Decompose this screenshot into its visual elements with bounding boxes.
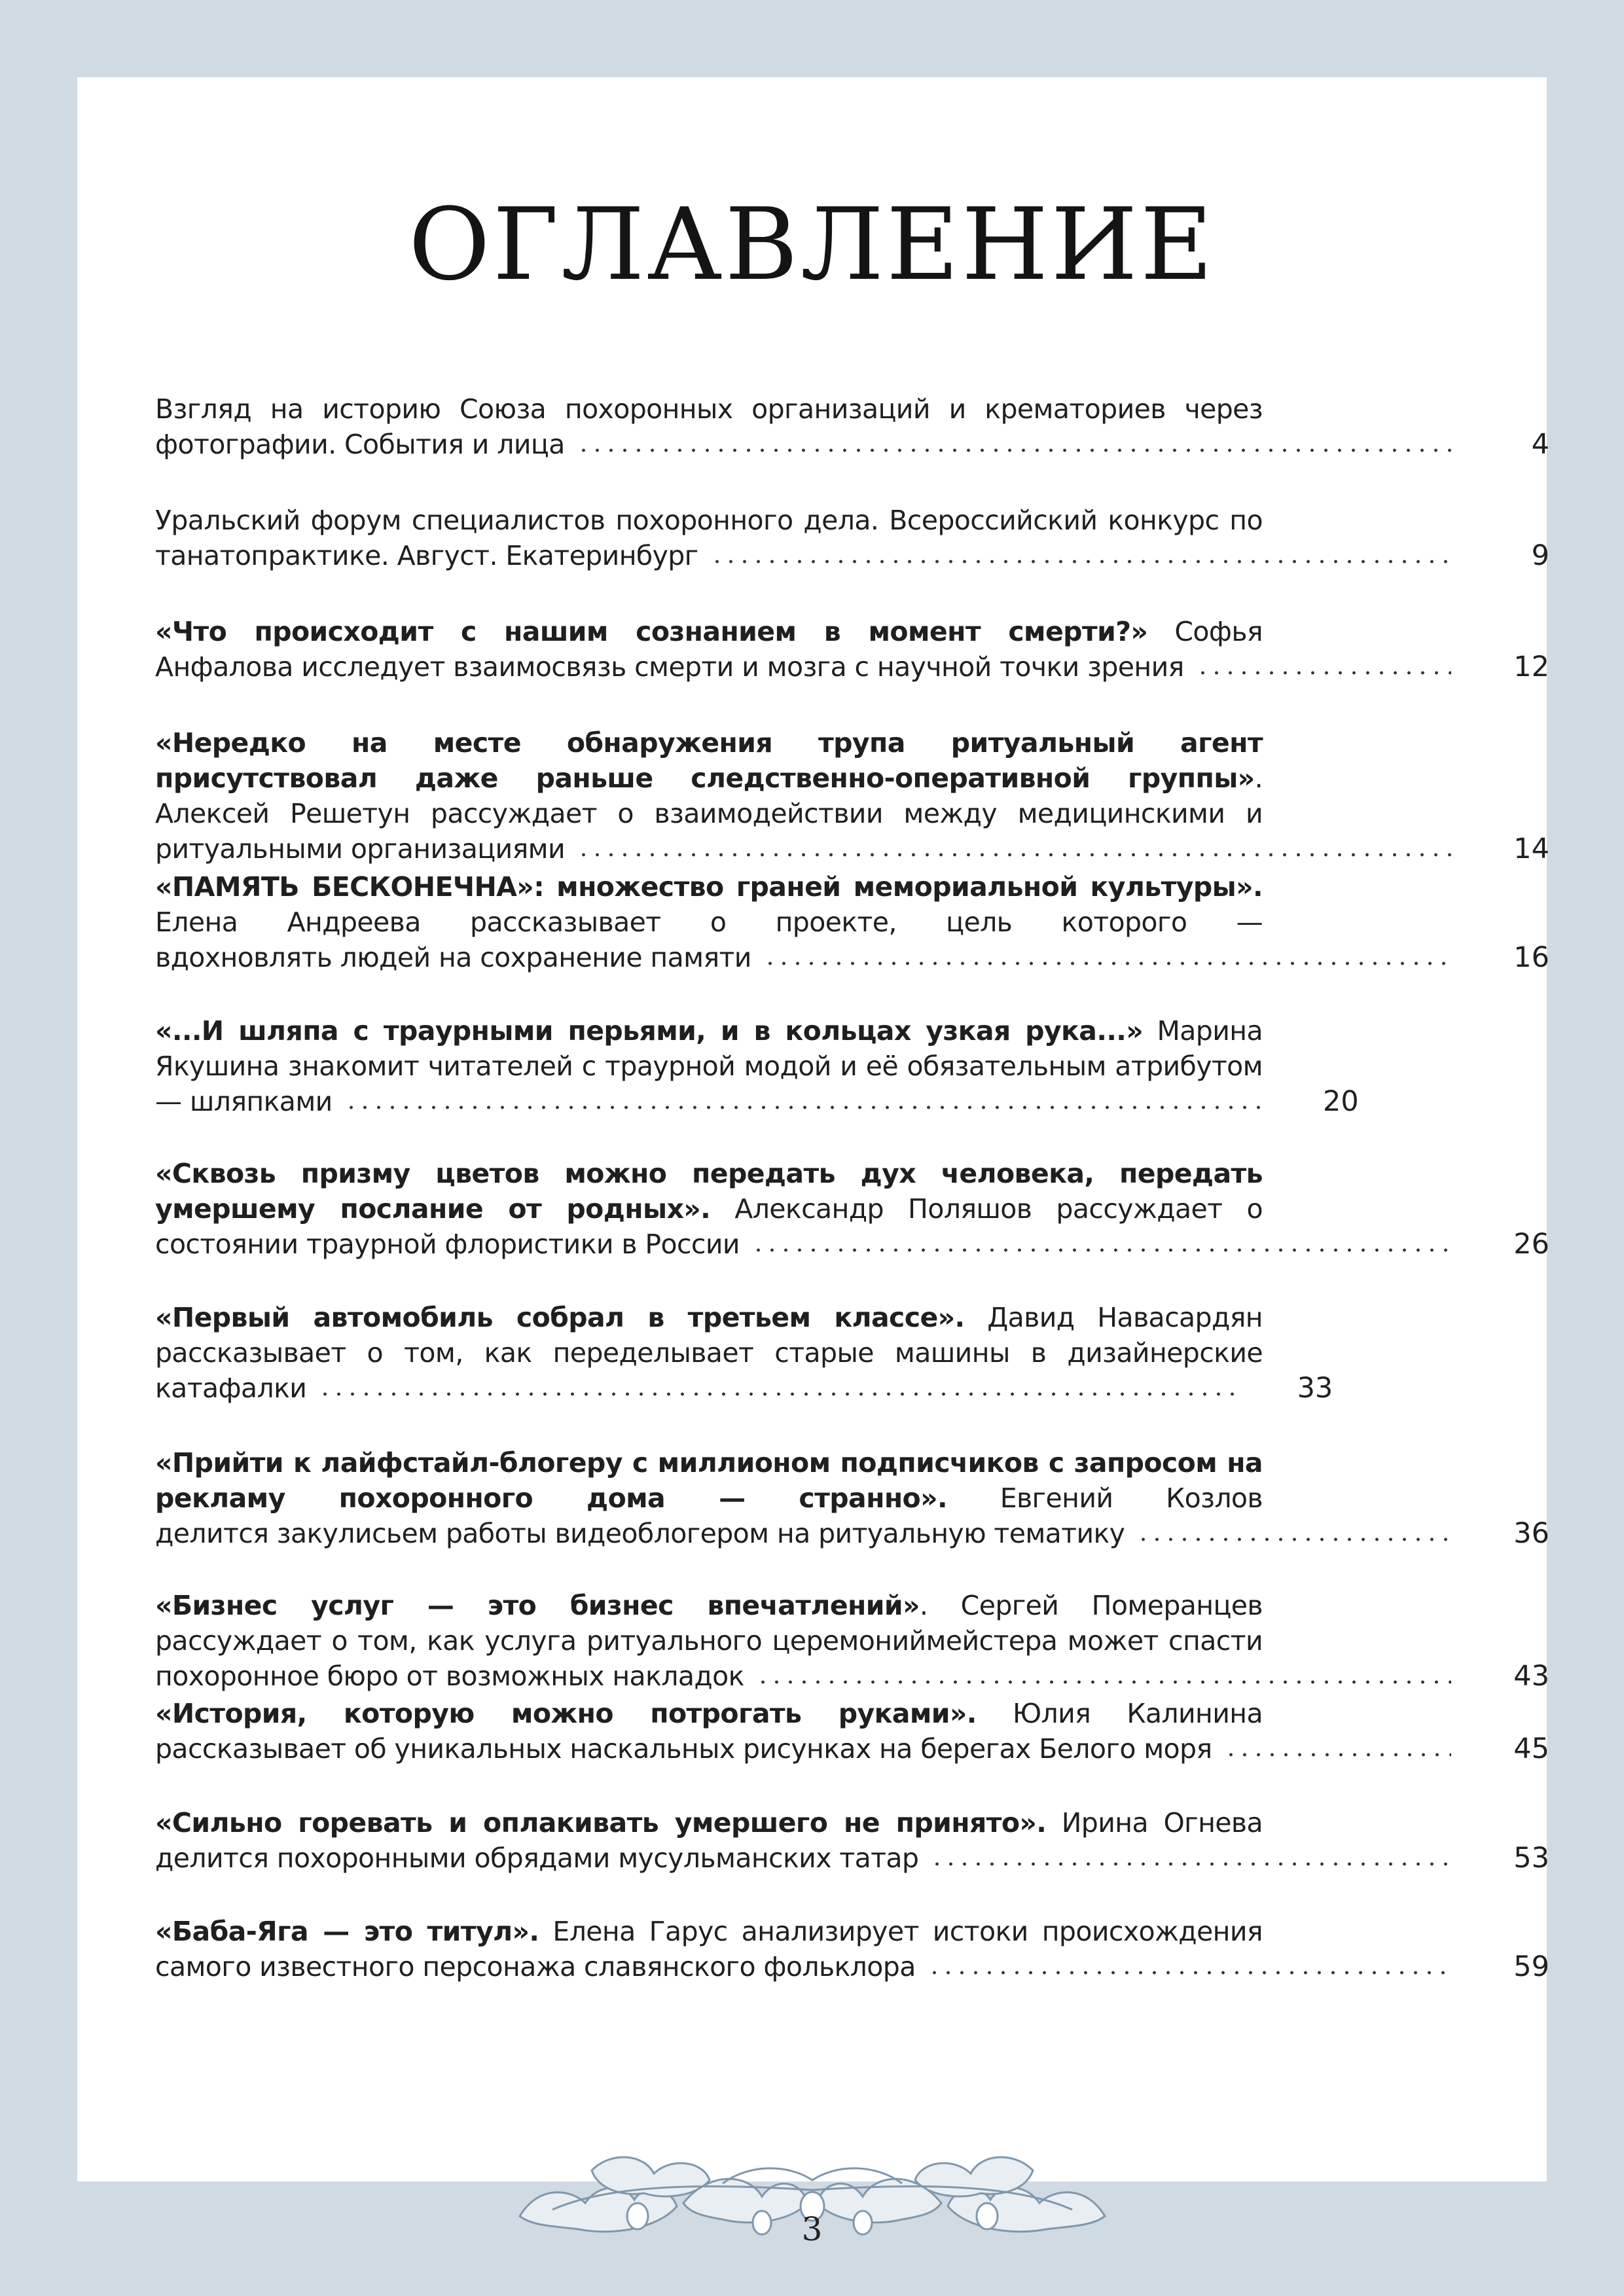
dot-leader (710, 559, 1451, 564)
toc-entry-text (155, 1696, 1263, 1731)
toc-entry-headline: «Что происходит с нашим сознанием в момент смерти?» (155, 616, 1148, 647)
toc-entry-headline: «Бизнес услуг — это бизнес впечатлений» (155, 1590, 920, 1621)
toc-page-number[interactable]: 16 (1513, 941, 1549, 974)
toc-entry-text (155, 614, 1263, 649)
toc-page-number[interactable]: 14 (1513, 833, 1549, 865)
toc-page-number[interactable]: 20 (1322, 1085, 1359, 1118)
toc-entry[interactable] (155, 1696, 1549, 1767)
toc-entry-headline: «Прийти к лайфстайл-блогеру с миллионом подписчиков с запросом на рекламу похоронного дома — странно». (155, 1447, 1263, 1514)
toc-entry-description: Софья (1147, 616, 1263, 647)
toc-entry-description: Ирина Огнева (1046, 1807, 1263, 1839)
toc-entry-text (155, 1445, 1263, 1516)
toc-entry[interactable] (155, 1156, 1549, 1262)
toc-entry-description-end: — шляпками (155, 1086, 333, 1117)
dot-leader (928, 1970, 1451, 1975)
toc-entry-text (155, 391, 1263, 427)
toc-entry-text (155, 1914, 1263, 1949)
toc-page-number[interactable]: 59 (1513, 1950, 1549, 1983)
toc-page-number[interactable]: 45 (1513, 1732, 1549, 1765)
toc-entry-description-end: вдохновлять людей на сохранение памяти (155, 942, 751, 973)
toc-entry-description-end: состоянии траурной флористики в России (155, 1229, 740, 1260)
toc-entry-description-end: Анфалова исследует взаимосвязь смерти и мозга с научной точки зрения (155, 651, 1184, 683)
toc-entry-description: Юлия Калинина (976, 1698, 1263, 1729)
toc-entry[interactable] (155, 869, 1549, 975)
dot-leader (577, 852, 1451, 857)
dot-leader (756, 1679, 1451, 1685)
toc-entry-description-end: делится закулисьем работы видеоблогером на ритуальную тематику (155, 1518, 1125, 1549)
dot-leader (930, 1861, 1451, 1867)
toc-entry-text (155, 1156, 1263, 1227)
toc-entry-description-end: похоронное бюро от возможных накладок (155, 1660, 744, 1692)
dot-leader (751, 1247, 1451, 1253)
toc-entry-last-line (155, 831, 1549, 867)
toc-entry-headline: «История, которую можно потрогать руками». (155, 1698, 977, 1729)
toc-entry-description: Марина Якушина знакомит читателей с траурной модой и её обязательным атрибутом (155, 1015, 1263, 1082)
toc-entry-last-line (155, 1227, 1549, 1262)
dot-leader (1136, 1537, 1451, 1542)
toc-entry-description: Уральский форум специалистов похоронного дела. Всероссийский конкурс по (155, 505, 1263, 536)
toc-entry-last-line (155, 1731, 1549, 1767)
toc-entry-last-line (155, 427, 1549, 462)
toc-entry-description-end: ритуальными организациями (155, 833, 566, 865)
toc-entry-headline: «Сквозь призму цветов можно передать дух человека, передать умершему послание от родных». (155, 1158, 1263, 1225)
toc-entry[interactable] (155, 1914, 1549, 1984)
toc-entry-description: Елена Гарус анализирует истоки происхождения (539, 1916, 1263, 1947)
toc-entry-text (155, 725, 1263, 831)
toc-entry-description: Александр Поляшов рассуждает о (710, 1193, 1263, 1225)
toc-entry-text (155, 1805, 1263, 1840)
toc-entry-description-end: танатопрактике. Август. Екатеринбург (155, 540, 698, 571)
toc-entry-description: . Сергей Померанцев рассуждает о том, как услуга ритуального церемониймейстера может спасти (155, 1590, 1263, 1657)
toc-entry-last-line (155, 1949, 1549, 1984)
toc-entry-description-end: фотографии. События и лица (155, 429, 565, 460)
toc-entry[interactable] (155, 1588, 1549, 1694)
page-sheet (77, 77, 1547, 2181)
toc-entry-headline: «Первый автомобиль собрал в третьем классе». (155, 1302, 965, 1333)
dot-leader (318, 1391, 1235, 1397)
toc-entry-text (155, 503, 1263, 538)
toc-entry[interactable] (155, 1300, 1549, 1406)
toc-entry-headline: «...И шляпа с траурными перьями, и в кольцах узкая рука...» (155, 1015, 1144, 1047)
page-number: 3 (801, 2210, 823, 2248)
dot-leader (1224, 1752, 1451, 1757)
toc-page-number[interactable]: 33 (1297, 1372, 1333, 1405)
toc-page-number[interactable]: 53 (1513, 1842, 1549, 1874)
toc-page-number[interactable]: 43 (1513, 1660, 1549, 1693)
toc-entry-last-line (155, 1659, 1549, 1694)
toc-entry-description-end: делится похоронными обрядами мусульманских татар (155, 1842, 919, 1874)
toc-entry[interactable] (155, 1013, 1549, 1119)
toc-page-number[interactable]: 12 (1513, 651, 1549, 683)
toc-page-number[interactable]: 36 (1513, 1517, 1549, 1550)
toc-entry-text (155, 1300, 1263, 1371)
toc-entry-last-line (155, 940, 1549, 975)
toc-entry-last-line (155, 1516, 1549, 1551)
toc-entry[interactable] (155, 725, 1549, 867)
toc-entry[interactable] (155, 614, 1549, 685)
toc-entry[interactable] (155, 1805, 1549, 1876)
page-title: ОГЛАВЛЕНИЕ (408, 187, 1216, 302)
toc-entry-last-line (155, 538, 1549, 573)
toc-entry-description: Евгений Козлов (947, 1482, 1263, 1514)
toc-entry-last-line (155, 1084, 1549, 1119)
toc-entry-text (155, 1013, 1263, 1084)
toc-entry-headline: «Нередко на месте обнаружения трупа ритуальный агент присутствовал даже раньше следственно-оперативной группы» (155, 727, 1263, 794)
dot-leader (577, 448, 1451, 453)
toc-entry-description: Елена Андреева рассказывает о проекте, цель которого — (155, 906, 1263, 938)
toc-page-number[interactable]: 4 (1531, 428, 1549, 461)
toc-page-number[interactable]: 9 (1531, 539, 1549, 572)
toc-entry-description: Взгляд на историю Союза похоронных организаций и крематориев через (155, 393, 1263, 425)
toc-entry-text (155, 869, 1263, 940)
dot-leader (763, 961, 1451, 966)
toc-entry-text (155, 1588, 1263, 1659)
toc-entry-headline: «ПАМЯТЬ БЕСКОНЕЧНА»: множество граней мемориальной культуры». (155, 871, 1263, 903)
toc-entry-last-line (155, 649, 1549, 685)
toc-entry-last-line (155, 1371, 1549, 1406)
toc-entry-headline: «Сильно горевать и оплакивать умершего не принято». (155, 1807, 1047, 1839)
toc-entry[interactable] (155, 1445, 1549, 1551)
dot-leader (1196, 670, 1451, 675)
toc-entry-description-end: самого известного персонажа славянского фольклора (155, 1951, 916, 1982)
toc-entry-description: . Алексей Решетун рассуждает о взаимодействии между медицинскими и (155, 762, 1263, 829)
toc-entry-description-end: катафалки (155, 1372, 307, 1404)
toc-page-number[interactable]: 26 (1513, 1228, 1549, 1261)
toc-entry[interactable] (155, 503, 1549, 573)
toc-entry-description: Давид Навасардян рассказывает о том, как переделывает старые машины в дизайнерские (155, 1302, 1263, 1369)
toc-entry-headline: «Баба-Яга — это титул». (155, 1916, 539, 1947)
toc-entry-description-end: рассказывает об уникальных наскальных рисунках на берегах Белого моря (155, 1733, 1212, 1765)
toc-entry[interactable] (155, 391, 1549, 462)
dot-leader (344, 1105, 1261, 1110)
toc-entry-last-line (155, 1840, 1549, 1876)
